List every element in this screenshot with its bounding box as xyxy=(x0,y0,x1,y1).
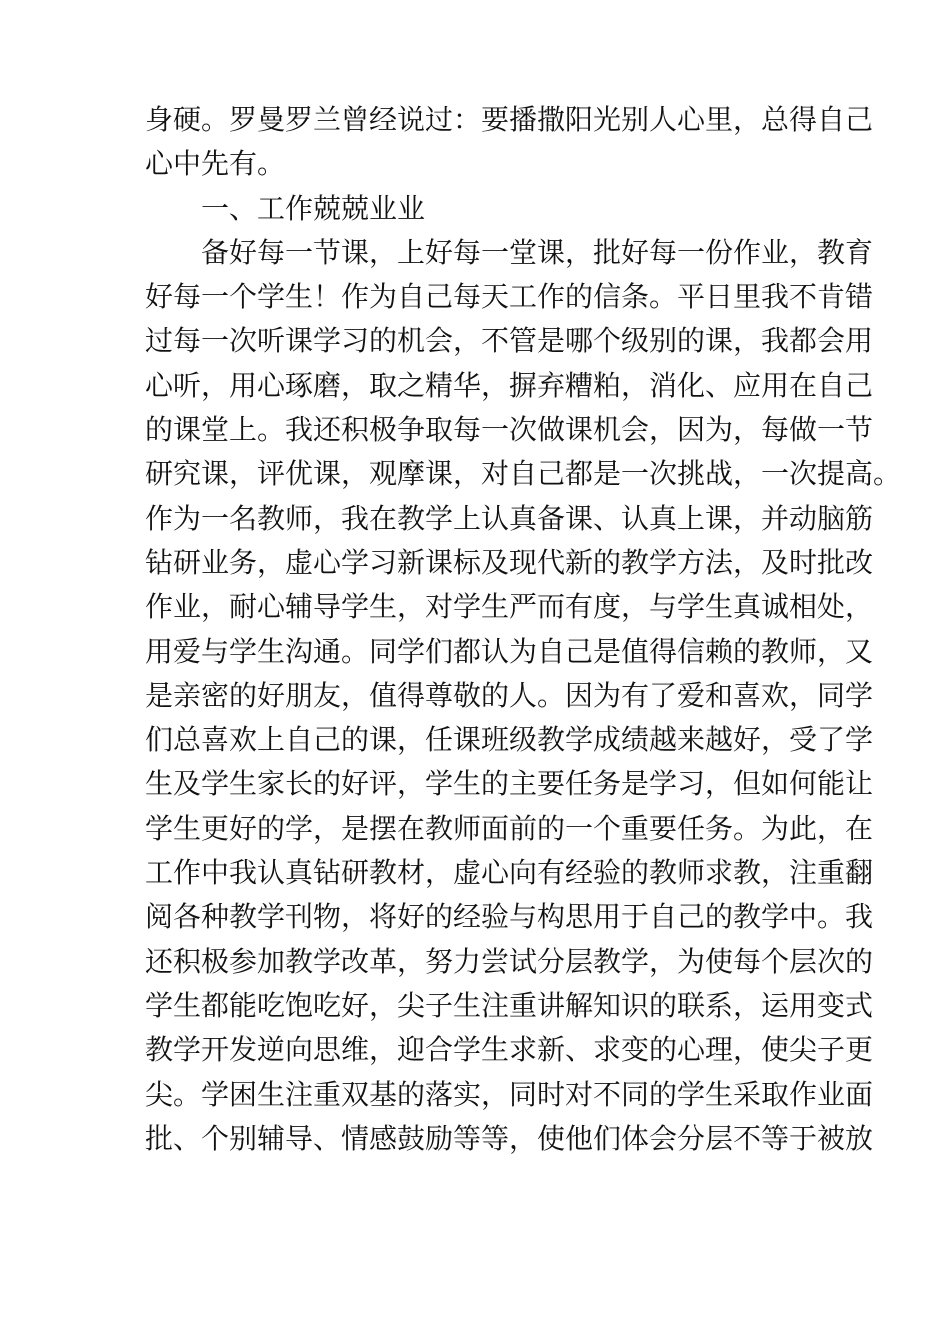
text-line: 用爱与学生沟通。同学们都认为自己是值得信赖的教师，又 xyxy=(145,634,874,668)
text-line: 教学开发逆向思维，迎合学生求新、求变的心理，使尖子更 xyxy=(145,1033,874,1067)
text-line: 心中先有。 xyxy=(145,147,286,181)
text-line: 心听，用心琢磨，取之精华，摒弃糟粕，消化、应用在自己 xyxy=(145,368,874,402)
text-line: 作业，耐心辅导学生，对学生严而有度，与学生真诚相处， xyxy=(145,590,874,624)
text-line: 学生更好的学，是摆在教师面前的一个重要任务。为此，在 xyxy=(145,811,874,845)
text-line: 研究课，评优课，观摩课，对自己都是一次挑战，一次提高。 xyxy=(145,457,902,491)
text-line: 作为一名教师，我在教学上认真备课、认真上课，并动脑筋 xyxy=(145,501,874,535)
text-line: 们总喜欢上自己的课，任课班级教学成绩越来越好，受了学 xyxy=(145,723,874,757)
text-line: 过每一次听课学习的机会，不管是哪个级别的课，我都会用 xyxy=(145,324,874,358)
text-line: 尖。学困生注重双基的落实，同时对不同的学生采取作业面 xyxy=(145,1077,874,1111)
text-line: 是亲密的好朋友，值得尊敬的人。因为有了爱和喜欢，同学 xyxy=(145,678,874,712)
text-line: 阅各种教学刊物，将好的经验与构思用于自己的教学中。我 xyxy=(145,900,874,934)
body-text xyxy=(145,98,902,1161)
text-line: 身硬。罗曼罗兰曾经说过：要播撒阳光别人心里，总得自己 xyxy=(145,103,874,136)
text-line: 好每一个学生！作为自己每天工作的信条。平日里我不肯错 xyxy=(145,280,874,314)
section-heading: 一、工作兢兢业业 xyxy=(201,191,426,225)
text-line: 生及学生家长的好评，学生的主要任务是学习，但如何能让 xyxy=(145,767,874,801)
text-line: 的课堂上。我还积极争取每一次做课机会，因为，每做一节 xyxy=(145,413,874,447)
text-line: 学生都能吃饱吃好，尖子生注重讲解知识的联系，运用变式 xyxy=(145,988,874,1022)
text-line: 工作中我认真钻研教材，虚心向有经验的教师求教，注重翻 xyxy=(145,856,874,890)
text-line: 还积极参加教学改革，努力尝试分层教学，为使每个层次的 xyxy=(145,944,874,978)
text-line: 批、个别辅导、情感鼓励等等，使他们体会分层不等于被放 xyxy=(145,1121,874,1155)
paragraph-first-line: 备好每一节课，上好每一堂课，批好每一份作业，教育 xyxy=(201,235,874,269)
text-line: 钻研业务，虚心学习新课标及现代新的教学方法，及时批改 xyxy=(145,545,874,579)
